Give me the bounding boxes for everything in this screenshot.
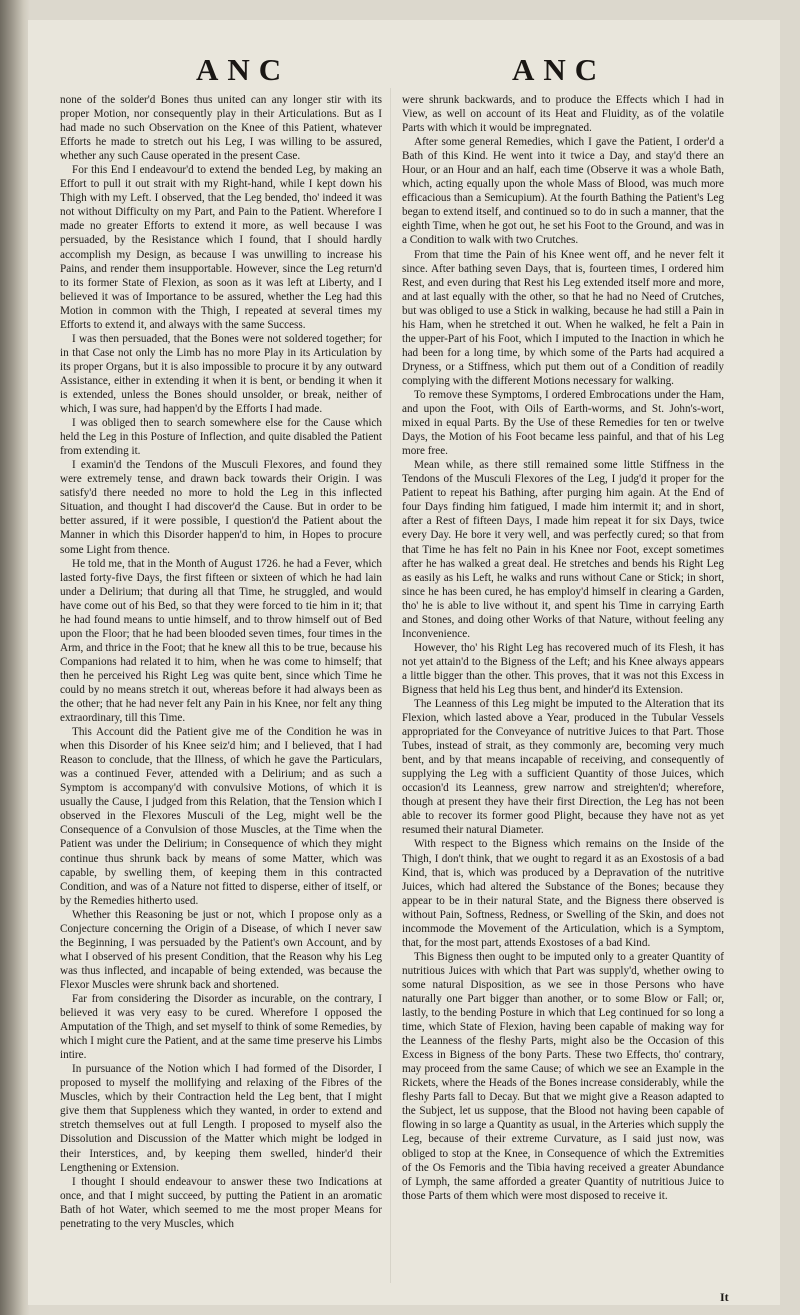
page-binding-shadow xyxy=(0,0,30,1315)
paragraph: I thought I should endeavour to answer these two Indications at once, and that I might succeed, by putting the Patient in an aromatic Bath of hot Water, which seemed to me the most proper Means for penetrating to the very Muscles, which xyxy=(60,1175,382,1230)
paragraph: From that time the Pain of his Knee went off, and he never felt it since. After bathing seven Days, that is, fourteen times, I ordered him Rest, and even during that Rest his Leg extended itself more and more, and at last equally with the other, so that he had no Need of Crutches, but was obliged to use a Stick in walking, because he had still a Pain in his Ham, when he stretched it out. When he walked, he felt a Pain in the upper-Part of his Foot, which I imputed to the Inaction in which he had been for a long time, by which some of the Parts had acquired a Dryness, or a Stiffness, which put them out of a Condition of readily complying with the different Motions necessary for walking. xyxy=(402,248,724,387)
paragraph: This Account did the Patient give me of the Condition he was in when this Disorder of his Knee seiz'd him; and I believed, that I had Reason to conclude, that the Illness, of which he gave the Particulars, was a continued Fever, attended with a Delirium; and as such a Symptom is accompany'd with convulsive Motions, of which it is usually the Cause, I judged from this Relation, that the Tension which I observed in the Flexores Musculi of the Leg, might well be the Consequence of a Convulsion of those Muscles, at the Time when the Patient was under the Delirium; in Consequence of which they might continue thus shrunk back by means of some Matter, which was capable, by swelling them, of keeping them in this contracted Condition, and was of a Nature not fitted to disperse, either of itself, or by the Remedies hitherto used. xyxy=(60,726,382,907)
paragraph: none of the solder'd Bones thus united can any longer stir with its proper Motion, nor consequently play in their Articulations. But as I had made no such Observation on the Knee of this Patient, whatever Efforts he made to stretch out his Leg, I was willing to be assured, whether any such Cause operated in the present Case. xyxy=(60,94,382,163)
paragraph: After some general Remedies, which I gave the Patient, I order'd a Bath of this Kind. He went into it twice a Day, and stay'd there an Hour, or an Hour and an half, each time (Observe it was a whole Bath, which, acting equally upon the whole Mass of Blood, was much more efficacious than a Semicupium). At the fourth Bathing the Patient's Leg began to extend itself, and continued so to do in such a manner, that the eighth Time, when he got out, he set his Foot to the Ground, and was in a Condition to walk with two Crutches. xyxy=(402,136,724,247)
paragraph: I examin'd the Tendons of the Musculi Flexores, and found they were extremely tense, and drawn back towards their Origin. I was satisfy'd there needed no more to hold the Leg in this inflected Situation, and thought I had discover'd the Cause. But in order to be better assured, if it were possible, I question'd the Patient about the Manner in which this Disorder happen'd to him, in Hopes to procure some Light from thence. xyxy=(60,459,382,556)
paragraph: I was obliged then to search somewhere else for the Cause which held the Leg in this Posture of Inflection, and quite disabled the Patient from extending it. xyxy=(60,417,382,458)
left-column xyxy=(60,93,382,1288)
paragraph: For this End I endeavour'd to extend the bended Leg, by making an Effort to pull it out strait with my Right-hand, while I kept down his Thigh with my Left. I observed, that the Leg bended, tho' indeed it was not without Difficulty on my Part, and Pain to the Patient. Wherefore I made no greater Efforts to extend it more, as well because I was persuaded, by the Resistance which I found, that I should hardly accomplish my Design, as because I was unwilling to increase his Pains, and render them insupportable. However, since the Leg return'd to its former State of Flexion, as soon as it was left at Liberty, and I believed it was of Importance to be assured, whether the Leg had this Motion in common with the Thigh, I repeated at several times my Efforts to extend it, and always with the same Success. xyxy=(60,164,382,331)
paragraph: Mean while, as there still remained some little Stiffness in the Tendons of the Musculi Flexores of the Leg, I judg'd it proper for the Patient to repeat his Bathing, after purging him again. At the End of four Days finding him fatigued, I made him intermit it; and in short, after a Rest of fifteen Days, I made him repeat it for six Days, twice every Day. He bore it very well, and was perfectly cured; so that from that Time he has felt no Pain in his Knee nor Foot, except sometimes after he has walked a great deal. He stretches and bends his Right Leg as easily as his Left, he walks and runs without Cane or Stick; in short, since he has been cured, he has employ'd himself in clearing a Garden, tho' he is able to live without it, and spent his Time in carrying Earth and Stones, and doing other Works of that Nature, without feeling any Inconvenience. xyxy=(402,459,724,640)
paragraph: To remove these Symptoms, I ordered Embrocations under the Ham, and upon the Foot, with Oils of Earth-worms, and St. John's-wort, mixed in equal Parts. By the Use of these Remedies for ten or twelve Days, the Motion of his Foot became less painful, and that of his Leg more free. xyxy=(402,388,724,458)
paragraph: Far from considering the Disorder as incurable, on the contrary, I believed it was very easy to be cured. Wherefore I opposed the Amputation of the Thigh, and set myself to think of some Remedies, by which I might cure the Patient, and at the same time preserve his Limbs intire. xyxy=(60,993,382,1062)
paragraph: With respect to the Bigness which remains on the Inside of the Thigh, I don't think, that we ought to regard it as an Exostosis of a bad Kind, that is, which was produced by a Depravation of the nutritive Juices, which had altered the Substance of the Bones; because they appear to be in their natural State, and the Bigness there observed is without Pain, Softness, Redness, or Swelling of the Skin, and does not incommode the Movement of the Articulation, which is a Symptom, that, for the most part, attends Exostoses of a bad Kind. xyxy=(402,838,724,949)
paragraph: were shrunk backwards, and to produce the Effects which I had in View, as well on account of its Heat and Fluidity, as of the volatile Parts with which it would be impregnated. xyxy=(402,94,724,135)
paragraph: This Bigness then ought to be imputed only to a greater Quantity of nutritious Juices with which that Part was supply'd, whether owing to some natural Disposition, as we see in those Persons who have naturally one Part bigger than another, or to some Blow or Fall; or, lastly, to the bending Posture in which that Leg continued for so long a time, which State of Flexion, having been capable of making way for the Leanness of the fleshy Parts, might also be the Occasion of this Excess in Bigness of the bony Parts. These two Effects, tho' contrary, may proceed from the same Cause; of which we see an Example in the Rickets, where the Heads of the Bones increase considerably, while the fleshy Parts fall to Decay. But that we might give a Reason adapted to the Subject, let us suppose, that the Blood not having been capable of flowing in so large a Quantity as usual, in the Arteries which supply the Leg, because of their extreme Curvature, as I said just now, was obliged to stop at the Knee, in Consequence of which the Extremities of the Os Femoris and the Tibia having received a greater Abundance of Lymph, the same afforded a greater Quantity of nutritious Juice to those Parts of them which were most disposed to receive it. xyxy=(402,950,724,1202)
running-head-left: ANC xyxy=(196,52,291,87)
paragraph: In pursuance of the Notion which I had formed of the Disorder, I proposed to myself the mollifying and relaxing of the Fibres of the Muscles, which by their Contraction held the Leg bent, that I might give them that Suppleness which they wanted, in order to extend and stretch themselves out at full Length. I proposed to myself also the Dissolution and Discussion of the Matter which might be lodged in their Interstices, and, by keeping them swelled, hinder'd their Lengthening or Extension. xyxy=(60,1063,382,1174)
paragraph: However, tho' his Right Leg has recovered much of its Flesh, it has not yet attain'd to the Bigness of the Left; and his Knee always appears a little bigger than the other. This proves, that it was not this Excess in Bigness that held his Leg thus bent, and hinder'd its Extension. xyxy=(402,641,724,696)
paragraph: Whether this Reasoning be just or not, which I propose only as a Conjecture concerning the Origin of a Disease, of which I never saw the Beginning, I was persuaded by the Patient's own Account, and by what I observed of his present Condition, that the Reason why his Leg was thus inflected, and incapable of being extended, was because the Flexor Muscles were shrunk back and shortened. xyxy=(60,908,382,991)
right-column xyxy=(402,93,724,1288)
running-head-right: ANC xyxy=(512,52,607,87)
paragraph: He told me, that in the Month of August 1726. he had a Fever, which lasted forty-five Days, the first fifteen or sixteen of which he had lain under a Delirium; that during all that Time, he struggled, and would have come out of his Bed, so that they were forced to tie him in it; that he had found means to untie himself, and to throw himself out of Bed upon the Floor; that he had been blooded seven times, four times in the Arm, and thrice in the Foot; that he knew all this to be true, because his Companions had related it to him, when he was come to himself; that then he perceived his Right Leg was quite bent, since which Time he could by no means stretch it out, whereas before it had always been as the other; that he had never felt any Pain in his Knee, nor felt any thing extraordinary, till this Time. xyxy=(60,557,382,725)
paragraph: I was then persuaded, that the Bones were not soldered together; for in that Case not only the Limb has no more Play in its Articulation by its proper Organs, but it is also impossible to procure it by any outward Assistance, either in extending it when it is bent, or bending it when it is extended, unless the Bones should unsolder, or break, neither of which, I was sure, had happen'd by the Efforts I had made. xyxy=(60,332,382,416)
column-gutter xyxy=(390,88,391,1283)
catchword: It xyxy=(720,1290,729,1304)
paragraph: The Leanness of this Leg might be imputed to the Alteration that its Flexion, which lasted above a Year, produced in the Tubular Vessels appropriated for the Conveyance of nutritive Juices to that Part. Those Tubes, instead of strait, as they commonly are, becoming very much bent, and by that means incapable of receiving, and consequently of supplying the Leg with a sufficient Quantity of those Juices, which occasion'd its Leanness, grew narrow and streighten'd; wherefore, though at present they have their first Direction, the Leg has not been able to recover its former good Plight, because they have not as yet resumed their natural Diameter. xyxy=(402,698,724,837)
